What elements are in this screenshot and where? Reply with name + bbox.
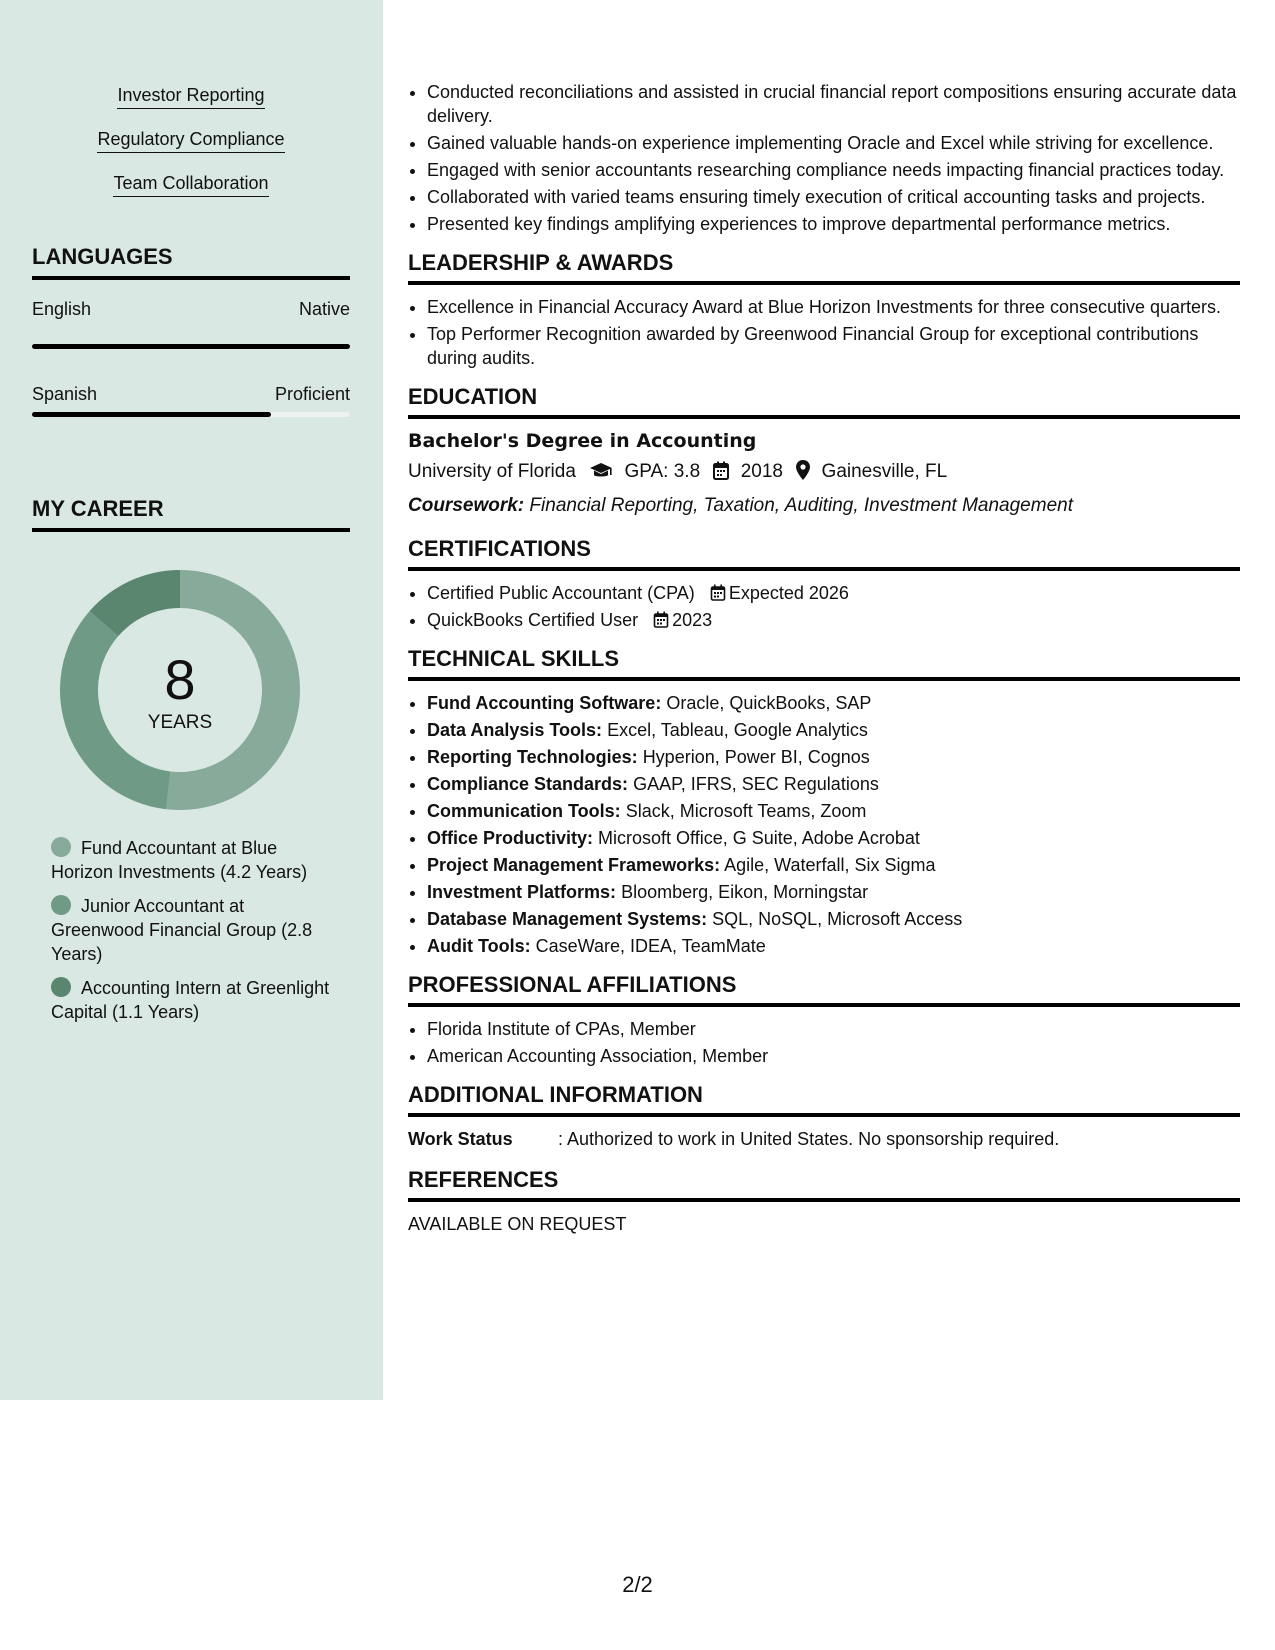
technical-skill-item — [427, 880, 1240, 904]
technical-skill-label: Reporting Technologies: — [427, 747, 638, 767]
certification-name: Certified Public Accountant (CPA) — [427, 583, 695, 603]
technical-skill-value: Excel, Tableau, Google Analytics — [607, 720, 868, 740]
technical-skill-value: Oracle, QuickBooks, SAP — [666, 693, 872, 713]
career-legend-label: Junior Accountant at Greenwood Financial Group (2.8 Years) — [51, 896, 313, 964]
legend-dot-icon — [51, 895, 71, 915]
technical-skill-label: Communication Tools: — [427, 801, 621, 821]
coursework-value: Financial Reporting, Taxation, Auditing, Investment Management — [529, 495, 1073, 516]
language-name: Spanish — [32, 384, 98, 404]
education-degree: Bachelor's Degree in Accounting — [408, 430, 757, 452]
technical-skill-label: Office Productivity: — [427, 828, 594, 848]
technical-skill-value: CaseWare, IDEA, TeamMate — [535, 936, 766, 956]
skills-list — [32, 84, 350, 216]
career-legend-label: Fund Accountant at Blue Horizon Investments (4.2 Years) — [51, 838, 308, 882]
calendar-icon — [713, 461, 729, 487]
affiliation-item: • American Accounting Association, Member — [427, 1044, 1240, 1068]
language-row — [32, 298, 350, 320]
career-legend-label: Accounting Intern at Greenlight Capital (1.1 Years) — [51, 978, 330, 1022]
leadership-item: • Top Performer Recognition awarded by Greenwood Financial Group for exceptional contributions during audits. — [427, 322, 1240, 370]
education-location: Gainesville, FL — [821, 461, 948, 482]
legend-dot-icon — [51, 977, 71, 997]
references-heading: REFERENCES — [408, 1167, 1240, 1202]
language-level: Native — [298, 299, 350, 319]
career-legend-item — [51, 976, 331, 1024]
language-proficiency-bar — [32, 412, 350, 417]
certification-date-wrap — [710, 583, 849, 603]
technical-skill-label: Project Management Frameworks: — [427, 855, 721, 875]
additional-info-heading: ADDITIONAL INFORMATION — [408, 1082, 1240, 1117]
technical-skill-label: Audit Tools: — [427, 936, 531, 956]
affiliations-list — [408, 1017, 1240, 1068]
technical-skill-item — [427, 853, 1240, 877]
career-donut-segment — [60, 611, 170, 809]
technical-skill-value: Hyperion, Power BI, Cognos — [642, 747, 870, 767]
certification-item — [427, 581, 1240, 605]
references-text: AVAILABLE ON REQUEST — [408, 1214, 627, 1234]
certification-item — [427, 608, 1240, 632]
technical-skill-value: Agile, Waterfall, Six Sigma — [724, 855, 936, 875]
technical-skills-heading: TECHNICAL SKILLS — [408, 646, 1240, 681]
technical-skill-label: Data Analysis Tools: — [427, 720, 603, 740]
experience-bullet: • Presented key findings amplifying experiences to improve departmental performance metrics. — [427, 212, 1240, 236]
work-status-label: Work Status — [408, 1129, 513, 1149]
graduation-cap-icon — [589, 462, 613, 487]
coursework-label: Coursework: — [408, 495, 525, 516]
work-status-row — [408, 1127, 1240, 1151]
experience-bullets — [408, 80, 1240, 236]
experience-bullet: • Conducted reconciliations and assisted in crucial financial report compositions ensuring accurate data delivery. — [427, 80, 1240, 128]
technical-skill-item — [427, 772, 1240, 796]
technical-skill-item — [427, 907, 1240, 931]
certification-date-wrap — [653, 610, 712, 630]
experience-bullet: • Engaged with senior accountants researching compliance needs impacting financial practices today. — [427, 158, 1240, 182]
education-coursework — [408, 493, 1240, 518]
career-legend — [51, 836, 331, 1034]
education-school: University of Florida — [408, 461, 576, 482]
certifications-list — [408, 581, 1240, 632]
technical-skills-list — [408, 691, 1240, 958]
language-row — [32, 383, 350, 405]
main-content — [408, 80, 1240, 1236]
skill-item: Investor Reporting — [117, 84, 264, 109]
technical-skill-label: Database Management Systems: — [427, 909, 708, 929]
technical-skill-item — [427, 799, 1240, 823]
technical-skill-item — [427, 691, 1240, 715]
sidebar — [0, 0, 383, 1400]
education-year: 2018 — [740, 461, 783, 482]
technical-skill-value: GAAP, IFRS, SEC Regulations — [633, 774, 879, 794]
technical-skill-value: Slack, Microsoft Teams, Zoom — [625, 801, 867, 821]
map-pin-icon — [796, 460, 810, 487]
career-legend-item — [51, 894, 331, 966]
technical-skill-item — [427, 745, 1240, 769]
language-proficiency-fill — [32, 344, 350, 349]
leadership-heading: LEADERSHIP & AWARDS — [408, 250, 1240, 285]
language-proficiency-fill — [32, 412, 271, 417]
languages-heading: LANGUAGES — [32, 244, 350, 280]
technical-skill-value: SQL, NoSQL, Microsoft Access — [712, 909, 963, 929]
language-proficiency-bar — [32, 344, 350, 349]
leadership-list — [408, 295, 1240, 370]
technical-skill-item — [427, 826, 1240, 850]
experience-bullet: • Collaborated with varied teams ensuring timely execution of critical accounting tasks and projects. — [427, 185, 1240, 209]
leadership-item: • Excellence in Financial Accuracy Award at Blue Horizon Investments for three consecutive quarters. — [427, 295, 1240, 319]
education-heading: EDUCATION — [408, 384, 1240, 419]
experience-bullet: • Gained valuable hands-on experience implementing Oracle and Excel while striving for excellence. — [427, 131, 1240, 155]
certification-date: Expected 2026 — [728, 583, 849, 603]
technical-skill-label: Compliance Standards: — [427, 774, 629, 794]
education-gpa: GPA: 3.8 — [624, 461, 701, 482]
certification-name: QuickBooks Certified User — [427, 610, 639, 630]
affiliations-heading: PROFESSIONAL AFFILIATIONS — [408, 972, 1240, 1007]
career-legend-item — [51, 836, 331, 884]
career-donut-chart — [60, 570, 300, 810]
career-total-years: 8 — [164, 648, 196, 711]
technical-skill-value: Microsoft Office, G Suite, Adobe Acrobat — [598, 828, 920, 848]
certification-date: 2023 — [672, 610, 713, 630]
affiliation-item: • Florida Institute of CPAs, Member — [427, 1017, 1240, 1041]
calendar-icon — [653, 611, 669, 628]
language-name: English — [32, 299, 92, 319]
skill-item: Team Collaboration — [113, 172, 268, 197]
page-number: 2/2 — [622, 1572, 653, 1597]
certifications-heading: CERTIFICATIONS — [408, 536, 1240, 571]
technical-skill-item — [427, 934, 1240, 958]
technical-skill-label: Investment Platforms: — [427, 882, 617, 902]
career-heading: MY CAREER — [32, 496, 350, 532]
technical-skill-item — [427, 718, 1240, 742]
legend-dot-icon — [51, 837, 71, 857]
skill-item: Regulatory Compliance — [97, 128, 284, 153]
career-total-unit: YEARS — [147, 712, 213, 733]
education-details — [408, 459, 1240, 487]
work-status-value: : Authorized to work in United States. No sponsorship required. — [558, 1129, 1060, 1149]
technical-skill-label: Fund Accounting Software: — [427, 693, 662, 713]
calendar-icon — [710, 584, 726, 601]
technical-skill-value: Bloomberg, Eikon, Morningstar — [621, 882, 869, 902]
language-level: Proficient — [274, 384, 350, 404]
